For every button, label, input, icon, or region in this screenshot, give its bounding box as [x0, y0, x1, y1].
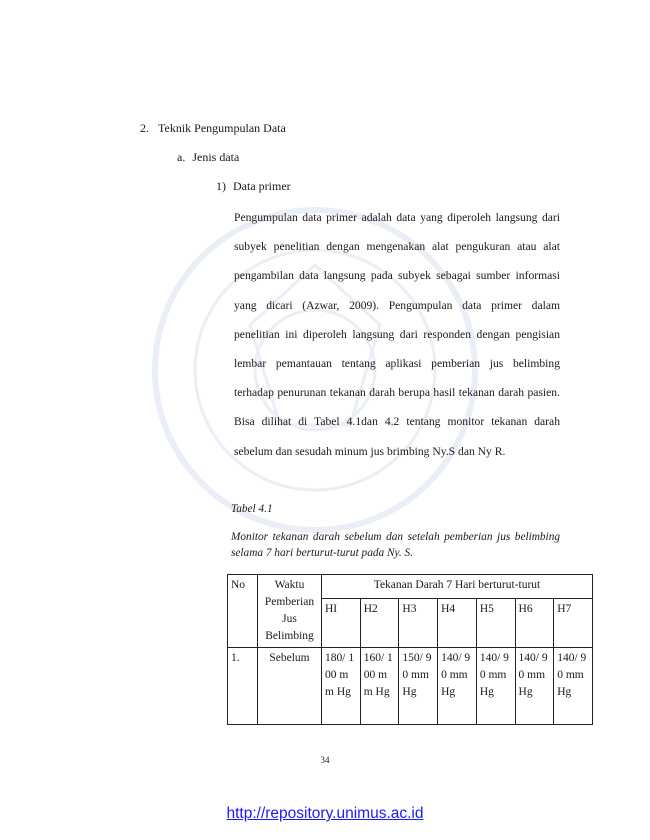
header-day: H7 — [554, 599, 593, 648]
item-number: 1) — [216, 179, 226, 193]
footer-repository-link[interactable]: http://repository.unimus.ac.id — [226, 805, 424, 822]
row-no: 1. — [228, 648, 258, 725]
table-row — [228, 648, 593, 725]
row-value: 140/ 90 mm Hg — [554, 648, 593, 725]
header-time: Waktu Pemberian Jus Belimbing — [258, 575, 322, 648]
header-day: H5 — [476, 599, 515, 648]
body-paragraph: Pengumpulan data primer adalah data yang diperoleh langsung dari subyek penelitian dengan mengenakan alat pengukuran atau alat pengambilan data langsung pada subyek sebagai sumber informasi yang dicari (Azwar, 2009). Pengumpulan data primer dalam penelitian ini diperoleh langsung dari responden dengan pengisian lembar pemantauan tentang aplikasi pemberian jus belimbing terhadap penurunan tekanan darah berupa hasil tekanan darah pasien. Bisa dilihat di Tabel 4.1dan 4.2 tentang monitor tekanan darah sebelum dan sesudah minum jus brimbing Ny.S dan Ny R. — [234, 211, 560, 458]
header-day: H2 — [360, 599, 399, 648]
item-heading — [216, 179, 291, 194]
subsection-title: Jenis data — [192, 150, 240, 164]
row-value: 150/ 90 mm Hg — [399, 648, 438, 725]
section-number: 2. — [140, 121, 149, 135]
subsection-heading — [177, 150, 239, 165]
item-title: Data primer — [233, 179, 291, 193]
table-caption-description: Monitor tekanan darah sebelum dan setelah pemberian jus belimbing selama 7 hari berturut-turut pada Ny. S. — [231, 531, 560, 559]
row-time: Sebelum — [258, 648, 322, 725]
blood-pressure-table — [227, 574, 593, 725]
header-day: H4 — [438, 599, 477, 648]
header-group: Tekanan Darah 7 Hari berturut-turut — [322, 575, 593, 599]
header-no: No — [228, 575, 258, 648]
header-day: H6 — [515, 599, 554, 648]
row-value: 160/ 100 mm Hg — [360, 648, 399, 725]
subsection-letter: a. — [177, 150, 186, 164]
section-heading — [140, 121, 286, 136]
table-header-row — [228, 575, 593, 599]
row-value: 140/ 90 mm Hg — [515, 648, 554, 725]
section-title: Teknik Pengumpulan Data — [158, 121, 286, 135]
table-caption-label: Tabel 4.1 — [231, 503, 273, 515]
header-day: H3 — [399, 599, 438, 648]
row-value: 180/ 100 mm Hg — [322, 648, 361, 725]
header-day: HI — [322, 599, 361, 648]
row-value: 140/ 90 mm Hg — [438, 648, 477, 725]
page-number: 34 — [320, 755, 330, 765]
row-value: 140/ 90 mm Hg — [476, 648, 515, 725]
